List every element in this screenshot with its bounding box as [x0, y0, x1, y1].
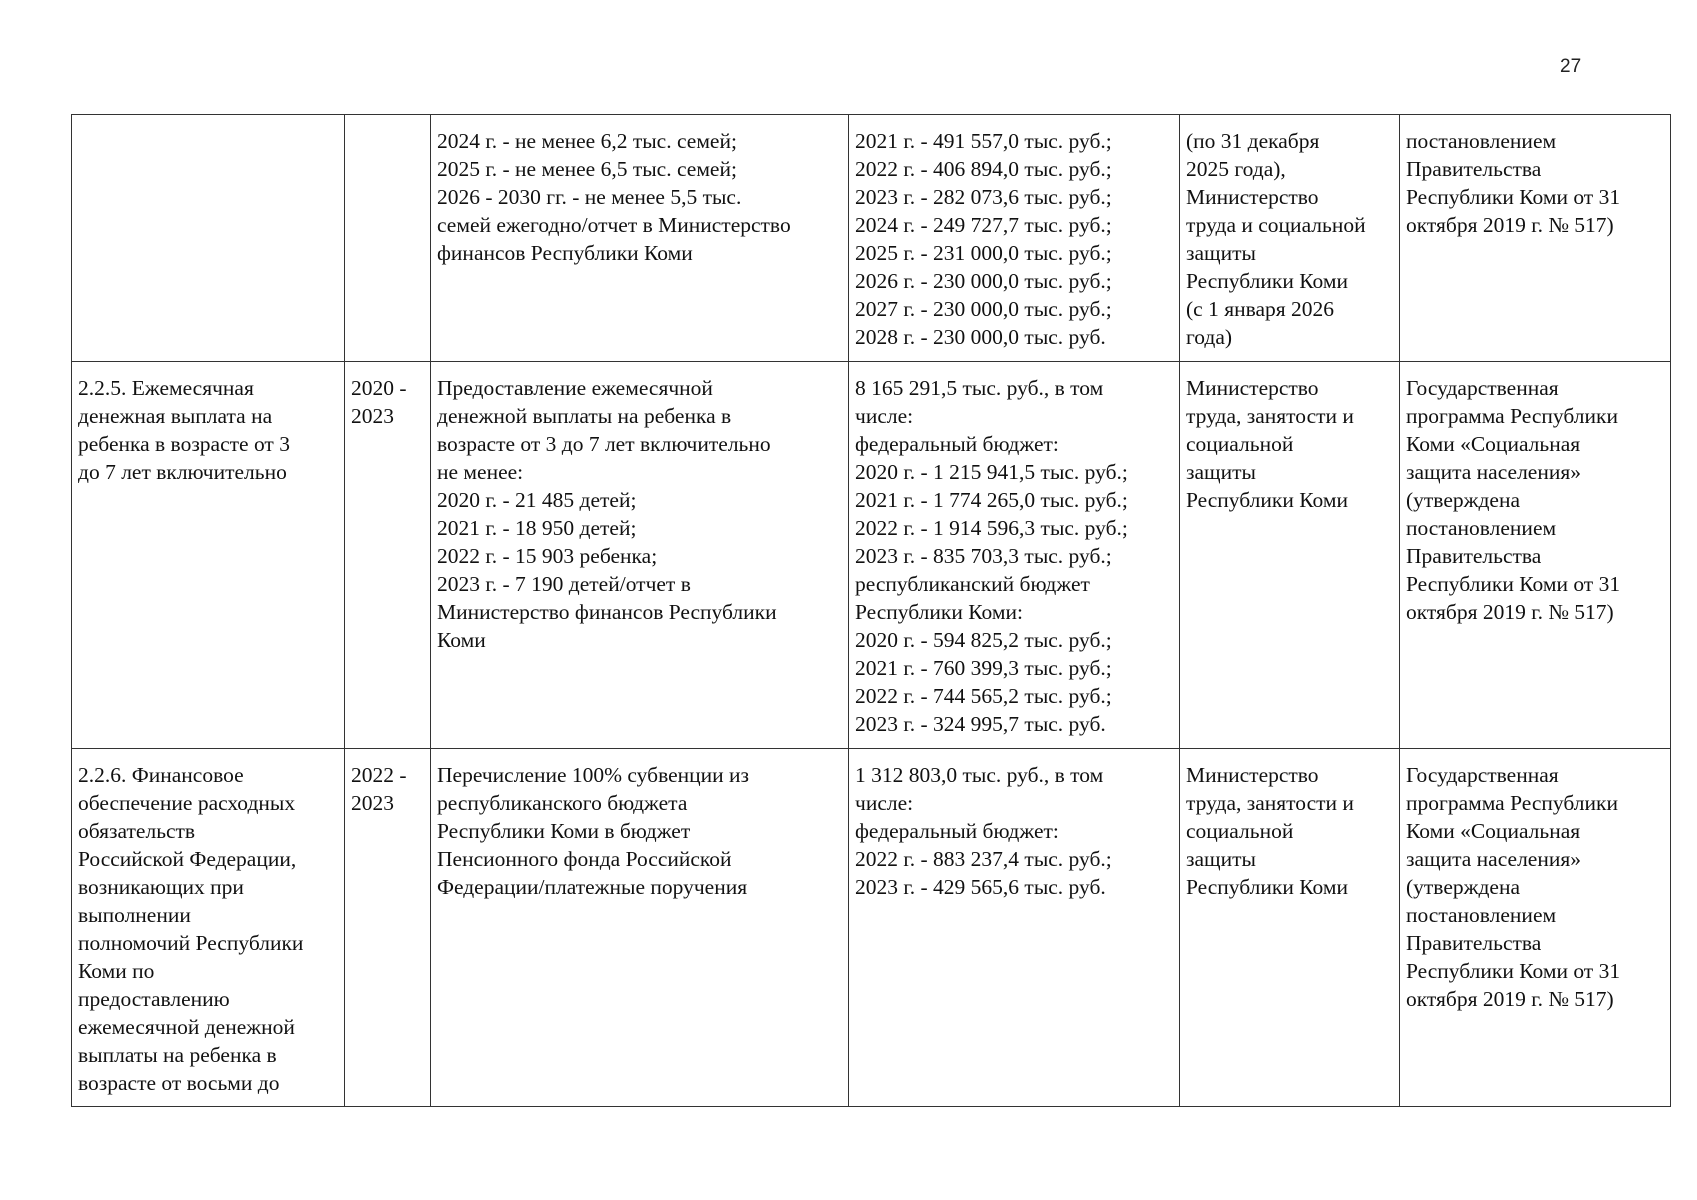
cell-indicator: [431, 749, 849, 1107]
cell-text-line: Коми «Социальная: [1406, 819, 1581, 843]
cell-text-line: 2023: [351, 791, 394, 815]
cell-period: [345, 115, 431, 362]
cell-text-line: постановлением: [1406, 516, 1557, 540]
cell-text-line: Республики Коми от 31: [1406, 185, 1621, 209]
cell-text-line: ежемесячной денежной: [78, 1015, 295, 1039]
measures-table: [71, 114, 1671, 1107]
cell-text-line: Российской Федерации,: [78, 847, 297, 871]
cell-text-line: возрасте от 3 до 7 лет включительно: [437, 432, 771, 456]
cell-text-line: республиканского бюджета: [437, 791, 688, 815]
cell-text-line: Республики Коми в бюджет: [437, 819, 691, 843]
cell-responsible: [1180, 115, 1400, 362]
cell-text-line: обеспечение расходных: [78, 791, 296, 815]
cell-text-line: 2.2.6. Финансовое: [78, 763, 244, 787]
cell-text-line: (по 31 декабря: [1186, 129, 1320, 153]
cell-responsible: [1180, 749, 1400, 1107]
cell-indicator: [431, 115, 849, 362]
cell-text-line: Правительства: [1406, 157, 1542, 181]
cell-text-line: 2022 г. - 1 914 596,3 тыс. руб.;: [855, 516, 1128, 540]
cell-text-line: 2022 г. - 15 903 ребенка;: [437, 544, 658, 568]
cell-text-line: Государственная: [1406, 763, 1559, 787]
cell-text-line: Республики Коми:: [855, 600, 1023, 624]
cell-text-line: 2023 г. - 282 073,6 тыс. руб.;: [855, 185, 1112, 209]
cell-funding: [849, 115, 1180, 362]
cell-text-line: Коми по: [78, 959, 155, 983]
cell-text-line: защиты: [1186, 460, 1256, 484]
cell-text-line: труда и социальной: [1186, 213, 1366, 237]
cell-text-line: Коми «Социальная: [1406, 432, 1581, 456]
cell-text-line: предоставлению: [78, 987, 230, 1011]
cell-text-line: (с 1 января 2026: [1186, 297, 1335, 321]
cell-text-line: Предоставление ежемесячной: [437, 376, 713, 400]
cell-text-line: защита населения»: [1406, 847, 1581, 871]
cell-text-line: Пенсионного фонда Российской: [437, 847, 732, 871]
cell-text-line: 2025 г. - 231 000,0 тыс. руб.;: [855, 241, 1112, 265]
cell-text-line: Федерации/платежные поручения: [437, 875, 748, 899]
cell-text-line: республиканский бюджет: [855, 572, 1090, 596]
cell-text-line: Правительства: [1406, 931, 1542, 955]
cell-text-line: 2023 г. - 429 565,6 тыс. руб.: [855, 875, 1106, 899]
cell-text-line: денежная выплата на: [78, 404, 273, 428]
cell-text-line: Министерство финансов Республики: [437, 600, 777, 624]
cell-text-line: социальной: [1186, 819, 1294, 843]
cell-text-line: 2022 г. - 744 565,2 тыс. руб.;: [855, 684, 1112, 708]
cell-text-line: 2020 г. - 1 215 941,5 тыс. руб.;: [855, 460, 1128, 484]
cell-text-line: 2023: [351, 404, 394, 428]
cell-text-line: Перечисление 100% субвенции из: [437, 763, 750, 787]
cell-text-line: выплаты на ребенка в: [78, 1043, 277, 1067]
cell-text-line: 2021 г. - 760 399,3 тыс. руб.;: [855, 656, 1112, 680]
cell-text-line: 8 165 291,5 тыс. руб., в том: [855, 376, 1104, 400]
cell-program: [1400, 362, 1671, 749]
cell-text-line: 2023 г. - 324 995,7 тыс. руб.: [855, 712, 1106, 736]
cell-measure-name: [72, 115, 345, 362]
cell-text-line: (утверждена: [1406, 875, 1521, 899]
cell-text-line: Республики Коми: [1186, 488, 1348, 512]
cell-text-line: Министерство: [1186, 763, 1319, 787]
cell-text-line: 2026 г. - 230 000,0 тыс. руб.;: [855, 269, 1112, 293]
cell-text-line: ребенка в возрасте от 3: [78, 432, 290, 456]
cell-text-line: возрасте от восьми до: [78, 1071, 280, 1095]
cell-text-line: 2020 г. - 594 825,2 тыс. руб.;: [855, 628, 1112, 652]
cell-text-line: полномочий Республики: [78, 931, 304, 955]
cell-text-line: постановлением: [1406, 129, 1557, 153]
cell-text-line: Министерство: [1186, 376, 1319, 400]
table-row: [72, 115, 1671, 362]
cell-period: [345, 362, 431, 749]
cell-text-line: октября 2019 г. № 517): [1406, 213, 1614, 237]
cell-text-line: 2022 г. - 883 237,4 тыс. руб.;: [855, 847, 1112, 871]
cell-text-line: защита населения»: [1406, 460, 1581, 484]
cell-text-line: защиты: [1186, 241, 1256, 265]
cell-text-line: до 7 лет включительно: [78, 460, 287, 484]
cell-text-line: числе:: [855, 404, 914, 428]
page-number: 27: [1560, 56, 1582, 77]
cell-text-line: 2020 г. - 21 485 детей;: [437, 488, 637, 512]
cell-text-line: 2026 - 2030 гг. - не менее 5,5 тыс.: [437, 185, 742, 209]
cell-text-line: 2020 -: [351, 376, 407, 400]
cell-funding: [849, 362, 1180, 749]
cell-text-line: числе:: [855, 791, 914, 815]
cell-text-line: выполнении: [78, 903, 191, 927]
cell-text-line: 2024 г. - 249 727,7 тыс. руб.;: [855, 213, 1112, 237]
cell-text-line: 2027 г. - 230 000,0 тыс. руб.;: [855, 297, 1112, 321]
cell-text-line: защиты: [1186, 847, 1256, 871]
cell-text-line: Республики Коми от 31: [1406, 959, 1621, 983]
cell-text-line: труда, занятости и: [1186, 404, 1354, 428]
cell-measure-name: [72, 362, 345, 749]
cell-text-line: Министерство: [1186, 185, 1319, 209]
table-row: [72, 362, 1671, 749]
cell-responsible: [1180, 362, 1400, 749]
cell-text-line: года): [1186, 325, 1233, 349]
cell-text-line: 2024 г. - не менее 6,2 тыс. семей;: [437, 129, 737, 153]
cell-text-line: федеральный бюджет:: [855, 432, 1059, 456]
cell-period: [345, 749, 431, 1107]
cell-text-line: октября 2019 г. № 517): [1406, 600, 1614, 624]
cell-program: [1400, 115, 1671, 362]
cell-text-line: труда, занятости и: [1186, 791, 1354, 815]
cell-text-line: 2.2.5. Ежемесячная: [78, 376, 254, 400]
cell-text-line: Республики Коми: [1186, 269, 1348, 293]
cell-text-line: семей ежегодно/отчет в Министерство: [437, 213, 791, 237]
cell-text-line: 2021 г. - 491 557,0 тыс. руб.;: [855, 129, 1112, 153]
cell-text-line: денежной выплаты на ребенка в: [437, 404, 732, 428]
cell-text-line: 2021 г. - 18 950 детей;: [437, 516, 637, 540]
cell-text-line: социальной: [1186, 432, 1294, 456]
cell-text-line: обязательств: [78, 819, 196, 843]
cell-text-line: 2028 г. - 230 000,0 тыс. руб.: [855, 325, 1106, 349]
cell-text-line: 2021 г. - 1 774 265,0 тыс. руб.;: [855, 488, 1128, 512]
cell-text-line: 2025 г. - не менее 6,5 тыс. семей;: [437, 157, 737, 181]
cell-text-line: Государственная: [1406, 376, 1559, 400]
cell-text-line: возникающих при: [78, 875, 244, 899]
cell-indicator: [431, 362, 849, 749]
table-row: [72, 749, 1671, 1107]
cell-text-line: 1 312 803,0 тыс. руб., в том: [855, 763, 1104, 787]
cell-text-line: Республики Коми: [1186, 875, 1348, 899]
cell-text-line: 2022 -: [351, 763, 407, 787]
cell-text-line: октября 2019 г. № 517): [1406, 987, 1614, 1011]
cell-text-line: 2022 г. - 406 894,0 тыс. руб.;: [855, 157, 1112, 181]
cell-text-line: финансов Республики Коми: [437, 241, 693, 265]
cell-program: [1400, 749, 1671, 1107]
cell-funding: [849, 749, 1180, 1107]
cell-text-line: Правительства: [1406, 544, 1542, 568]
cell-text-line: программа Республики: [1406, 404, 1618, 428]
cell-text-line: 2023 г. - 7 190 детей/отчет в: [437, 572, 691, 596]
cell-measure-name: [72, 749, 345, 1107]
cell-text-line: федеральный бюджет:: [855, 819, 1059, 843]
cell-text-line: 2023 г. - 835 703,3 тыс. руб.;: [855, 544, 1112, 568]
cell-text-line: Коми: [437, 628, 486, 652]
cell-text-line: не менее:: [437, 460, 524, 484]
cell-text-line: (утверждена: [1406, 488, 1521, 512]
cell-text-line: программа Республики: [1406, 791, 1618, 815]
cell-text-line: Республики Коми от 31: [1406, 572, 1621, 596]
cell-text-line: постановлением: [1406, 903, 1557, 927]
cell-text-line: 2025 года),: [1186, 157, 1286, 181]
